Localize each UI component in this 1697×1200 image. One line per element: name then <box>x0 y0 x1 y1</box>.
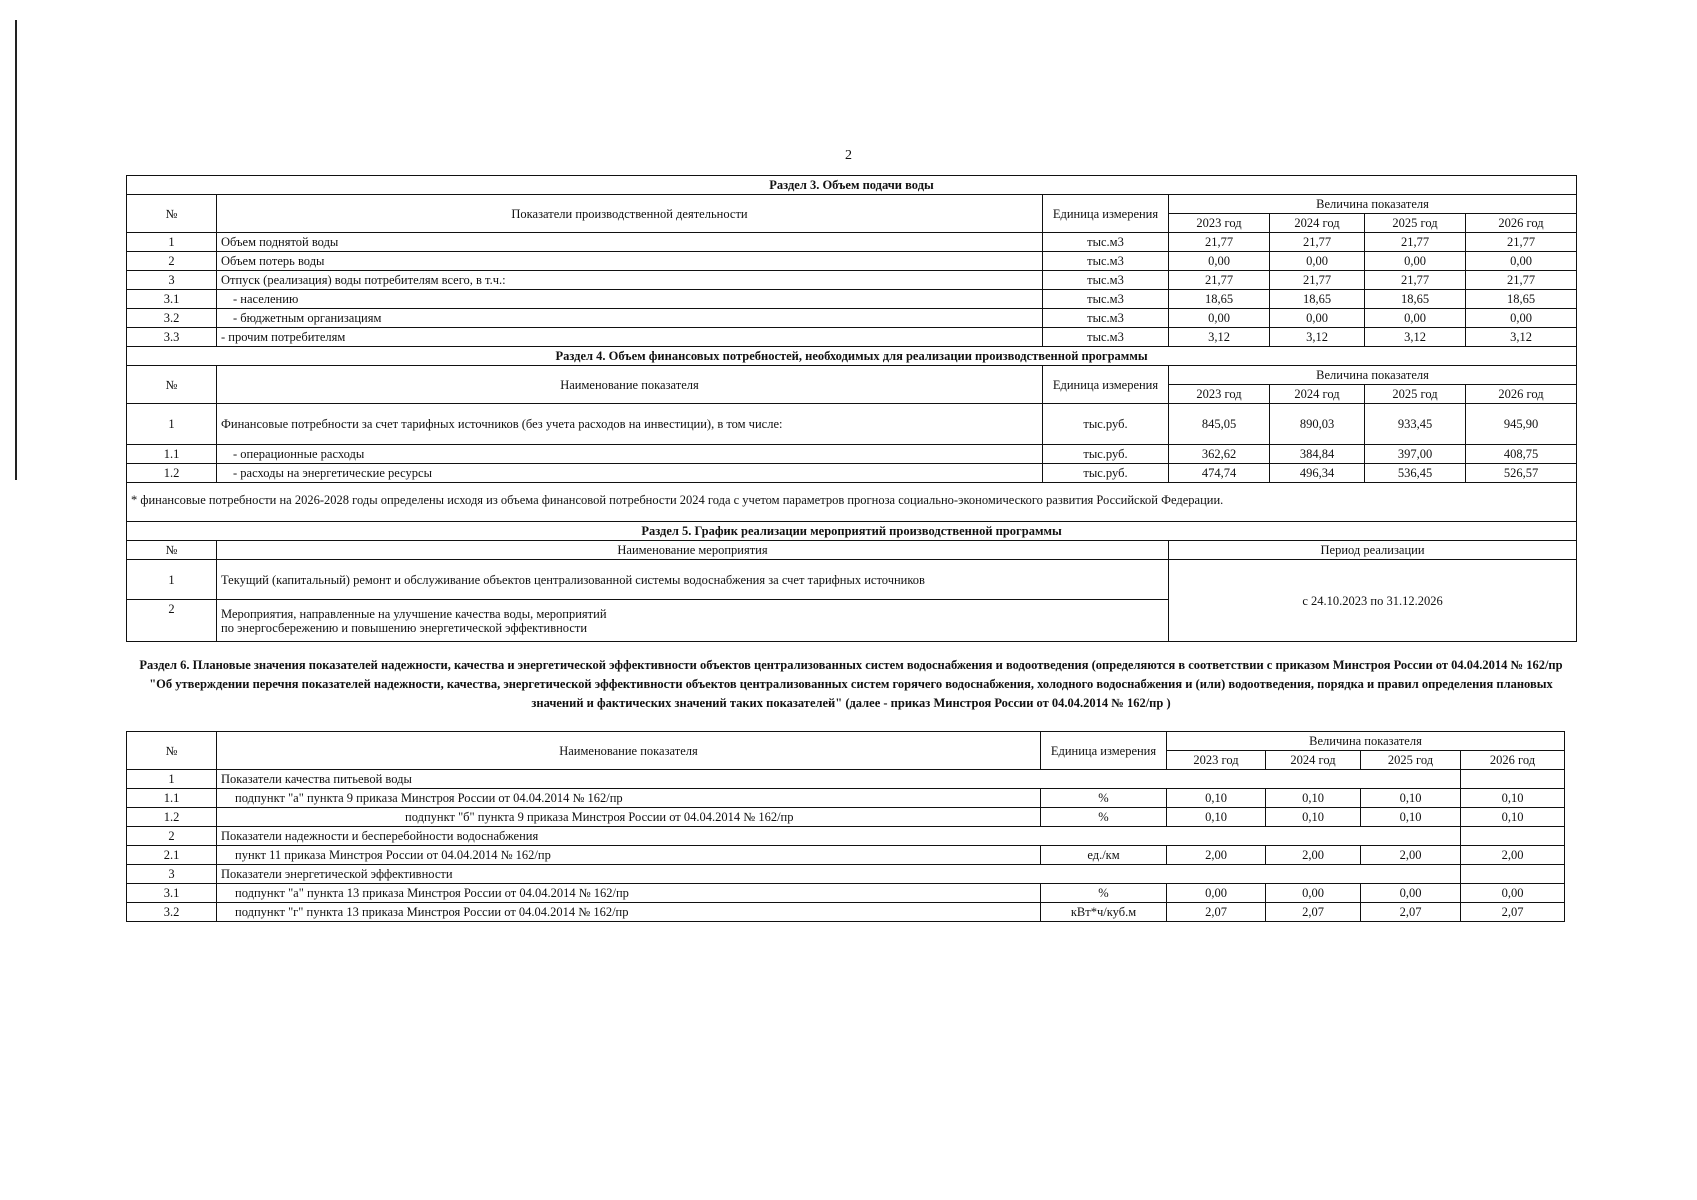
col-name-header: Наименование показателя <box>217 732 1041 770</box>
row-num: 3.3 <box>127 328 217 347</box>
row-value: 21,77 <box>1169 233 1270 252</box>
row-num: 1.1 <box>127 445 217 464</box>
row-name: - прочим потребителям <box>217 328 1043 347</box>
row-num: 1 <box>127 404 217 445</box>
col-unit-header: Единица измерения <box>1043 195 1169 233</box>
row-value: 2,07 <box>1266 903 1361 922</box>
table-row <box>127 789 1565 808</box>
table-row <box>127 252 1577 271</box>
row-name: - расходы на энергетические ресурсы <box>217 464 1043 483</box>
row-unit: тыс.м3 <box>1043 328 1169 347</box>
row-name: Финансовые потребности за счет тарифных источников (без учета расходов на инвестиции), в том числе: <box>217 404 1043 445</box>
row-value: 397,00 <box>1365 445 1466 464</box>
row-name: Объем потерь воды <box>217 252 1043 271</box>
row-value: 2,07 <box>1167 903 1266 922</box>
row-value: 0,10 <box>1266 789 1361 808</box>
row-name: Объем поднятой воды <box>217 233 1043 252</box>
row-value: 0,00 <box>1266 884 1361 903</box>
row-num: 3.1 <box>127 884 217 903</box>
row-name: Показатели энергетической эффективности <box>217 865 1461 884</box>
row-unit: % <box>1041 808 1167 827</box>
row-value: 526,57 <box>1466 464 1577 483</box>
row-name <box>217 600 1169 642</box>
row-num: 3.1 <box>127 290 217 309</box>
col-value-header: Величина показателя <box>1169 195 1577 214</box>
row-value: 408,75 <box>1466 445 1577 464</box>
col-name-header: Показатели производственной деятельности <box>217 195 1043 233</box>
col-unit-header: Единица измерения <box>1043 366 1169 404</box>
row-value: 362,62 <box>1169 445 1270 464</box>
table-row <box>127 884 1565 903</box>
table-row <box>127 445 1577 464</box>
row-value: 0,00 <box>1466 252 1577 271</box>
row-name: пункт 11 приказа Минстроя России от 04.04.2014 № 162/пр <box>217 846 1041 865</box>
row-unit: тыс.м3 <box>1043 233 1169 252</box>
row-value: 0,00 <box>1167 884 1266 903</box>
row-num: 3.2 <box>127 903 217 922</box>
row-unit: ед./км <box>1041 846 1167 865</box>
row-num: 3.2 <box>127 309 217 328</box>
table-row <box>127 846 1565 865</box>
row-value: 0,00 <box>1169 309 1270 328</box>
row-name: - операционные расходы <box>217 445 1043 464</box>
page-number: 2 <box>845 148 852 163</box>
sections-3-4-5-table <box>126 175 1577 642</box>
row-value: 384,84 <box>1270 445 1365 464</box>
row-value: 2,00 <box>1361 846 1461 865</box>
row-name: Показатели надежности и бесперебойности водоснабжения <box>217 827 1461 846</box>
year-header: 2024 год <box>1270 214 1365 233</box>
group-row <box>127 770 1565 789</box>
row-name: - бюджетным организациям <box>217 309 1043 328</box>
table-row <box>127 808 1565 827</box>
col-num-header: № <box>127 732 217 770</box>
col-value-header: Величина показателя <box>1169 366 1577 385</box>
row-num: 2 <box>127 600 217 642</box>
row-value: 21,77 <box>1270 271 1365 290</box>
row-value: 21,77 <box>1466 233 1577 252</box>
col-value-header: Величина показателя <box>1167 732 1565 751</box>
row-value: 0,00 <box>1270 252 1365 271</box>
row-value: 3,12 <box>1365 328 1466 347</box>
year-header: 2026 год <box>1466 385 1577 404</box>
row-value: 0,10 <box>1167 789 1266 808</box>
section5-title: Раздел 5. График реализации мероприятий производственной программы <box>127 522 1577 541</box>
table-row <box>127 903 1565 922</box>
row-value: 496,34 <box>1270 464 1365 483</box>
table-row <box>127 290 1577 309</box>
row-value: 945,90 <box>1466 404 1577 445</box>
col-name-header: Наименование мероприятия <box>217 541 1169 560</box>
row-value: 18,65 <box>1270 290 1365 309</box>
year-header: 2024 год <box>1266 751 1361 770</box>
row-value: 0,00 <box>1461 884 1565 903</box>
row-value: 21,77 <box>1365 271 1466 290</box>
row-num: 3 <box>127 271 217 290</box>
row-value: 21,77 <box>1466 271 1577 290</box>
col-num-header: № <box>127 541 217 560</box>
row-num: 3 <box>127 865 217 884</box>
row-unit: тыс.руб. <box>1043 445 1169 464</box>
col-period-header: Период реализации <box>1169 541 1577 560</box>
empty-cell <box>1461 865 1565 884</box>
row-unit: тыс.руб. <box>1043 464 1169 483</box>
row-num: 2 <box>127 827 217 846</box>
section6-title: Раздел 6. Плановые значения показателей надежности, качества и энергетической эффективности объектов централизованных систем водоснабжения и водоотведения (определяются в соответствии с приказом Минстроя России от 04.04.2014 № 162/пр "Об утверждении перечня показателей надежности, качества, энергетической эффективности объектов централизованных систем горячего водоснабжения, холодного водоснабжения и (или) водоотведения, порядка и правил определения плановых значений и фактических значений таких показателей" (далее - приказ Минстроя России от 04.04.2014 № 162/пр ) <box>139 658 1563 710</box>
row-num: 1 <box>127 233 217 252</box>
table-row <box>127 309 1577 328</box>
row-unit: кВт*ч/куб.м <box>1041 903 1167 922</box>
row-value: 0,10 <box>1167 808 1266 827</box>
row-value: 845,05 <box>1169 404 1270 445</box>
row-num: 1.2 <box>127 464 217 483</box>
row-value: 18,65 <box>1466 290 1577 309</box>
row-value: 3,12 <box>1270 328 1365 347</box>
empty-cell <box>1461 827 1565 846</box>
row-value: 0,00 <box>1361 884 1461 903</box>
row-unit: тыс.м3 <box>1043 309 1169 328</box>
row-num: 1.1 <box>127 789 217 808</box>
row-value: 2,00 <box>1461 846 1565 865</box>
year-header: 2025 год <box>1361 751 1461 770</box>
row-unit: тыс.руб. <box>1043 404 1169 445</box>
group-row <box>127 865 1565 884</box>
section3-title: Раздел 3. Объем подачи воды <box>127 176 1577 195</box>
row-value: 474,74 <box>1169 464 1270 483</box>
row-value: 890,03 <box>1270 404 1365 445</box>
row-value: 0,10 <box>1361 808 1461 827</box>
row-name: подпункт "г" пункта 13 приказа Минстроя России от 04.04.2014 № 162/пр <box>217 903 1041 922</box>
table-row <box>127 233 1577 252</box>
section6-table <box>126 731 1565 922</box>
document-body <box>126 175 1576 922</box>
year-header: 2023 год <box>1169 385 1270 404</box>
col-num-header: № <box>127 366 217 404</box>
year-header: 2023 год <box>1169 214 1270 233</box>
row-value: 3,12 <box>1169 328 1270 347</box>
year-header: 2023 год <box>1167 751 1266 770</box>
row-name: Отпуск (реализация) воды потребителям всего, в т.ч.: <box>217 271 1043 290</box>
row-value: 18,65 <box>1365 290 1466 309</box>
row-value: 536,45 <box>1365 464 1466 483</box>
margin-line <box>15 20 17 480</box>
row-value: 0,00 <box>1169 252 1270 271</box>
row-value: 0,10 <box>1461 808 1565 827</box>
row-name-line: Мероприятия, направленные на улучшение качества воды, мероприятий <box>221 606 607 621</box>
row-value: 0,00 <box>1365 309 1466 328</box>
row-num: 2.1 <box>127 846 217 865</box>
row-name: подпункт "а" пункта 13 приказа Минстроя России от 04.04.2014 № 162/пр <box>217 884 1041 903</box>
table-row <box>127 404 1577 445</box>
row-name: Показатели качества питьевой воды <box>217 770 1461 789</box>
row-unit: тыс.м3 <box>1043 252 1169 271</box>
empty-cell <box>1461 770 1565 789</box>
table-row <box>127 271 1577 290</box>
row-num: 1 <box>127 770 217 789</box>
row-name: подпункт "а" пункта 9 приказа Минстроя России от 04.04.2014 № 162/пр <box>217 789 1041 808</box>
section4-note: * финансовые потребности на 2026-2028 годы определены исходя из объема финансовой потребности 2024 года с учетом параметров прогноза социально-экономического развития Российской Федерации. <box>127 483 1577 522</box>
year-header: 2025 год <box>1365 214 1466 233</box>
row-value: 0,10 <box>1461 789 1565 808</box>
row-name-line: по энергосбережению и повышению энергетической эффективности <box>221 620 588 635</box>
row-value: 0,00 <box>1365 252 1466 271</box>
row-unit: тыс.м3 <box>1043 271 1169 290</box>
section4-title: Раздел 4. Объем финансовых потребностей, необходимых для реализации производственной программы <box>127 347 1577 366</box>
table-row <box>127 464 1577 483</box>
year-header: 2026 год <box>1461 751 1565 770</box>
row-value: 3,12 <box>1466 328 1577 347</box>
row-value: 0,10 <box>1361 789 1461 808</box>
row-value: 0,00 <box>1270 309 1365 328</box>
table-row <box>127 560 1577 600</box>
row-num: 1 <box>127 560 217 600</box>
row-unit: % <box>1041 884 1167 903</box>
row-num: 1.2 <box>127 808 217 827</box>
row-value: 18,65 <box>1169 290 1270 309</box>
row-value: 2,07 <box>1361 903 1461 922</box>
col-name-header: Наименование показателя <box>217 366 1043 404</box>
period-cell: с 24.10.2023 по 31.12.2026 <box>1169 560 1577 642</box>
row-unit: тыс.м3 <box>1043 290 1169 309</box>
row-name: Текущий (капитальный) ремонт и обслуживание объектов централизованной системы водоснабжения за счет тарифных источников <box>217 560 1169 600</box>
col-unit-header: Единица измерения <box>1041 732 1167 770</box>
group-row <box>127 827 1565 846</box>
row-value: 0,00 <box>1466 309 1577 328</box>
row-value: 21,77 <box>1169 271 1270 290</box>
row-value: 2,00 <box>1167 846 1266 865</box>
row-name: - населению <box>217 290 1043 309</box>
col-num-header: № <box>127 195 217 233</box>
row-value: 933,45 <box>1365 404 1466 445</box>
row-value: 21,77 <box>1270 233 1365 252</box>
table-row <box>127 328 1577 347</box>
row-value: 2,00 <box>1266 846 1361 865</box>
year-header: 2024 год <box>1270 385 1365 404</box>
row-name: подпункт "б" пункта 9 приказа Минстроя России от 04.04.2014 № 162/пр <box>217 808 1041 827</box>
row-unit: % <box>1041 789 1167 808</box>
year-header: 2026 год <box>1466 214 1577 233</box>
row-num: 2 <box>127 252 217 271</box>
row-value: 2,07 <box>1461 903 1565 922</box>
row-value: 0,10 <box>1266 808 1361 827</box>
row-value: 21,77 <box>1365 233 1466 252</box>
year-header: 2025 год <box>1365 385 1466 404</box>
